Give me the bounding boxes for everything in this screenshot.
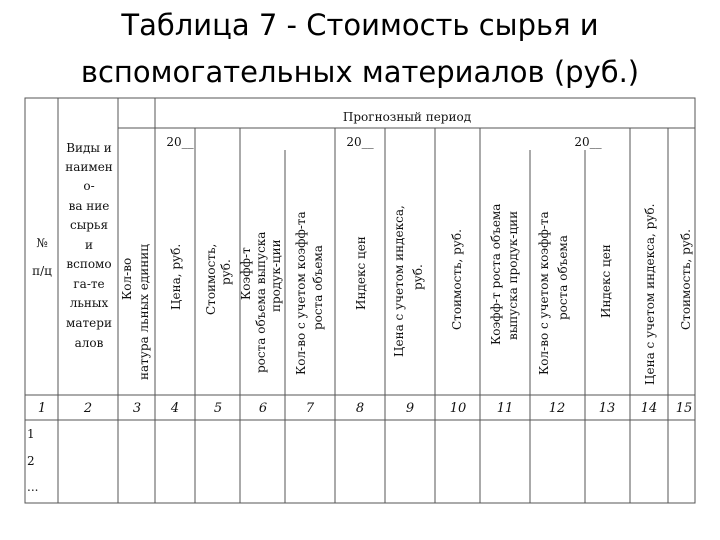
svg-text:15: 15 (675, 401, 693, 416)
svg-text:роста объема: роста объема (556, 235, 570, 320)
svg-text:ва ние: ва ние (68, 199, 110, 213)
svg-text:Коэфф-т: Коэфф-т (239, 247, 253, 300)
col-names-header (65, 141, 113, 350)
svg-text:руб.: руб. (219, 259, 233, 285)
col-qty-coef-2-header (537, 211, 570, 375)
row-2-label: 2 (27, 454, 35, 468)
col-price-header (169, 244, 183, 310)
col-qty-header (120, 244, 151, 380)
title-line-1: Таблица 7 - Стоимость сырья и (121, 8, 599, 42)
svg-text:6: 6 (258, 401, 268, 416)
svg-text:о-: о- (83, 179, 95, 193)
col-coef-1-header (239, 232, 283, 373)
col-index-2-header (599, 244, 613, 318)
col-cost-1-header (204, 244, 233, 315)
col-price-index-1-header (392, 205, 425, 357)
svg-text:Стоимость, руб.: Стоимость, руб. (450, 229, 464, 330)
svg-text:Кол-во с учетом коэфф-та: Кол-во с учетом коэфф-та (294, 211, 308, 375)
col-no-label: № (36, 236, 48, 250)
col-qty-coef-1-header (294, 211, 325, 375)
svg-text:11: 11 (496, 401, 514, 416)
svg-text:наимен: наимен (65, 160, 113, 174)
svg-text:Коэфф-т роста объема: Коэфф-т роста объема (489, 203, 503, 345)
svg-text:10: 10 (449, 401, 467, 416)
svg-text:8: 8 (355, 401, 365, 416)
svg-text:алов: алов (74, 336, 104, 350)
column-number-row (38, 401, 692, 416)
svg-text:роста объема выпуска: роста объема выпуска (254, 231, 268, 373)
svg-text:выпуска продук-ции: выпуска продук-ции (506, 210, 520, 340)
svg-text:матери: матери (66, 316, 112, 330)
svg-text:руб.: руб. (411, 264, 425, 290)
col-price-index-2-header (643, 204, 657, 385)
svg-text:Цена с учетом индекса, руб.: Цена с учетом индекса, руб. (643, 203, 657, 385)
col-cost-2-header (450, 229, 464, 330)
svg-text:Стоимость, руб.: Стоимость, руб. (679, 229, 693, 330)
col-cost-3-header (679, 229, 693, 330)
svg-text:Индекс цен: Индекс цен (354, 236, 368, 310)
col-coef-2-header (489, 204, 520, 345)
svg-text:9: 9 (405, 401, 415, 416)
svg-text:льных: льных (69, 296, 109, 310)
year-header-3: 20__ (574, 135, 602, 149)
col-index-1-header (354, 236, 368, 310)
svg-text:12: 12 (548, 401, 566, 416)
svg-text:5: 5 (213, 401, 223, 416)
year-header-2: 20__ (346, 135, 374, 149)
svg-text:и: и (85, 238, 93, 252)
svg-text:га-те: га-те (73, 277, 105, 291)
row-1-label: 1 (27, 427, 35, 441)
svg-text:продук-ции: продук-ции (269, 239, 283, 312)
svg-text:натура льных единиц: натура льных единиц (137, 244, 151, 380)
col-no-label-2: п/ц (32, 264, 52, 278)
svg-text:Цена, руб.: Цена, руб. (169, 243, 183, 310)
svg-text:Индекс цен: Индекс цен (599, 244, 613, 318)
svg-text:вспомо: вспомо (66, 257, 112, 271)
svg-text:4: 4 (170, 401, 180, 416)
svg-text:Виды и: Виды и (66, 141, 112, 155)
row-ellipsis-label: ... (27, 480, 39, 494)
svg-text:7: 7 (305, 401, 315, 416)
svg-text:Кол-во: Кол-во (120, 257, 134, 300)
year-header-1: 20__ (166, 135, 194, 149)
forecast-period-header: Прогнозный период (342, 110, 472, 124)
svg-text:Цена с учетом индекса,: Цена с учетом индекса, (392, 205, 406, 357)
title-line-2: вспомогательных материалов (руб.) (80, 55, 640, 89)
svg-text:3: 3 (132, 401, 142, 416)
svg-text:роста объема: роста объема (311, 245, 325, 330)
svg-text:13: 13 (598, 401, 616, 416)
svg-text:2: 2 (83, 401, 93, 416)
svg-text:Кол-во с учетом коэфф-та: Кол-во с учетом коэфф-та (537, 211, 551, 375)
svg-text:1: 1 (37, 401, 47, 416)
svg-text:14: 14 (640, 401, 658, 416)
svg-text:сырья: сырья (69, 218, 109, 232)
svg-text:Стоимость,: Стоимость, (204, 243, 218, 315)
